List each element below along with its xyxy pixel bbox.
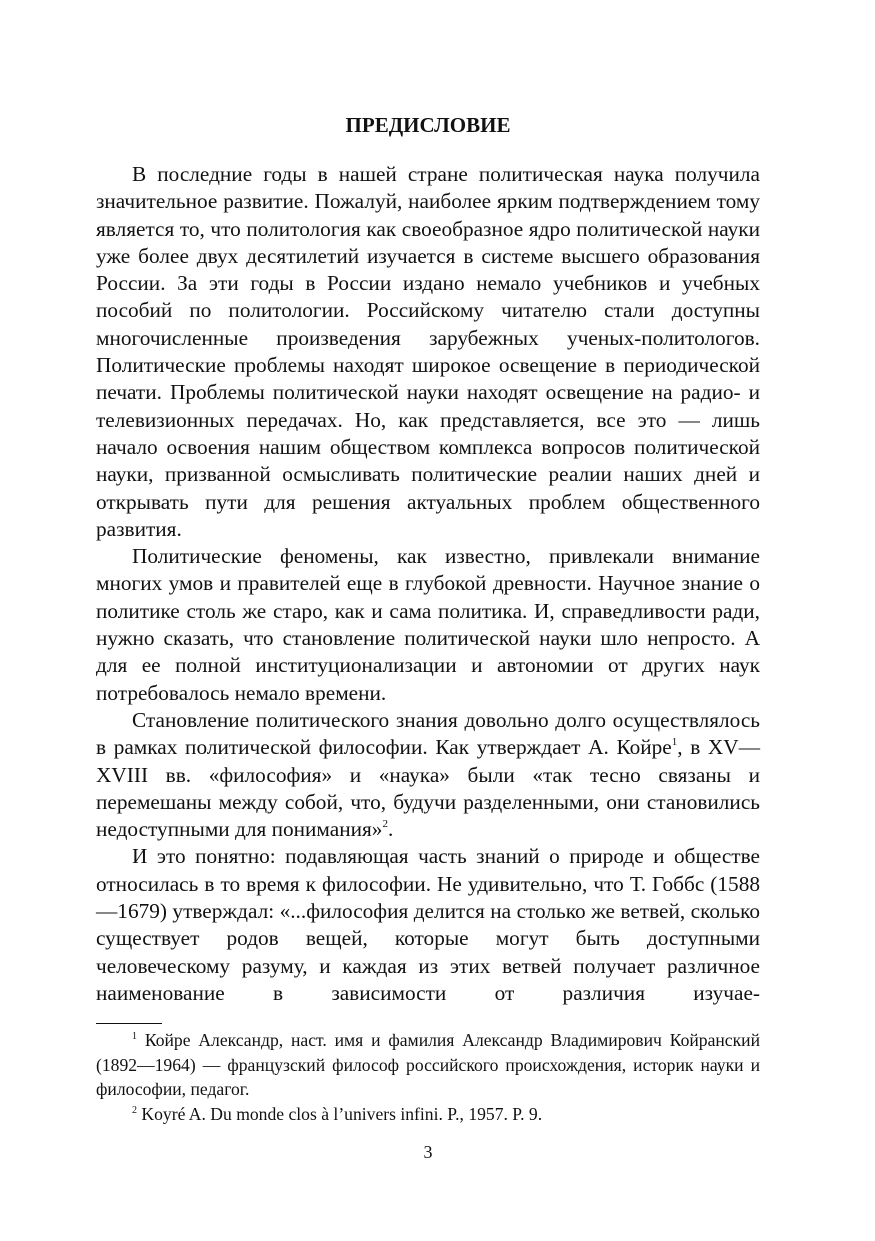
page-title: ПРЕДИСЛОВИЕ [345,113,511,137]
paragraph-3-text-middle: , в XV—XVIII вв. «философия» и «наука» были «так тесно связаны и перемешаны между собой, что, будучи разделенными, они становились недоступными для понимания» [96,735,760,842]
footnote-2 [96,1102,760,1127]
paragraph-3-text-end: . [387,817,394,842]
page-number: 3 [423,1142,433,1162]
footnote-divider [96,1023,162,1024]
paragraph-3-text-start: Становление политического знания довольно долго осуществлялось в рамках политической философии. Как утверждает А. Койре [96,707,760,760]
paragraph-2: Политические феномены, как известно, привлекали внимание многих умов и правителей еще в глубокой древности. Научное знание о политике столь же старо, как и сама политика. И, справедливости ради, нужно сказать, что становление политической науки шло непросто. А для ее полной институционализации и автономии от других наук потребовалось немало времени. [96,544,760,705]
footnote-2-marker: 2 [132,1104,137,1116]
footnotes [96,1028,760,1126]
footnote-1-marker: 1 [132,1031,137,1042]
footnote-reference-2: 2 [382,818,388,831]
document-page [96,0,760,1241]
paragraph-4: И это понятно: подавляющая часть знаний о природе и обществе относилась в то время к философии. Не удивительно, что Т. Гоббс (1588—1679) утверждал: «...философия делится на столько же ветвей, сколько существует родов вещей, которые могут быть доступными человеческому разуму, и каждая из этих ветвей получает различное наименование в зависимости от различия изучае- [96,844,760,1005]
main-text [96,161,760,1007]
footnote-1-text: Койре Александр, наст. имя и фамилия Александр Владимирович Койранский (1892—1964) — французский философ российского происхождения, историк науки и философии, педагог. [96,1030,760,1099]
footnote-2-text: Koyré A. Du monde clos à l’univers infini. P., 1957. P. 9. [141,1103,543,1124]
footnote-reference-1: 1 [671,736,678,749]
footnote-1 [96,1028,760,1102]
paragraph-1: В последние годы в нашей стране политическая наука получила значительное развитие. Пожалуй, наиболее ярким подтверждением тому является то, что политология как своеобразное ядро политической науки уже более двух десятилетий изучается в системе высшего образования России. За эти годы в России издано немало учебников и учебных пособий по политологии. Российскому читателю стали доступны многочисленные произведения зарубежных ученых-политологов. Политические проблемы находят широкое освещение в периодической печати. Проблемы политической науки находят освещение на радио- и телевизионных передачах. Но, как представляется, все это — лишь начало освоения нашим обществом комплекса вопросов политической науки, призванной осмысливать политические реалии наших дней и открывать пути для решения актуальных проблем общественного развития. [96,162,760,541]
paragraph-3 [96,707,760,843]
